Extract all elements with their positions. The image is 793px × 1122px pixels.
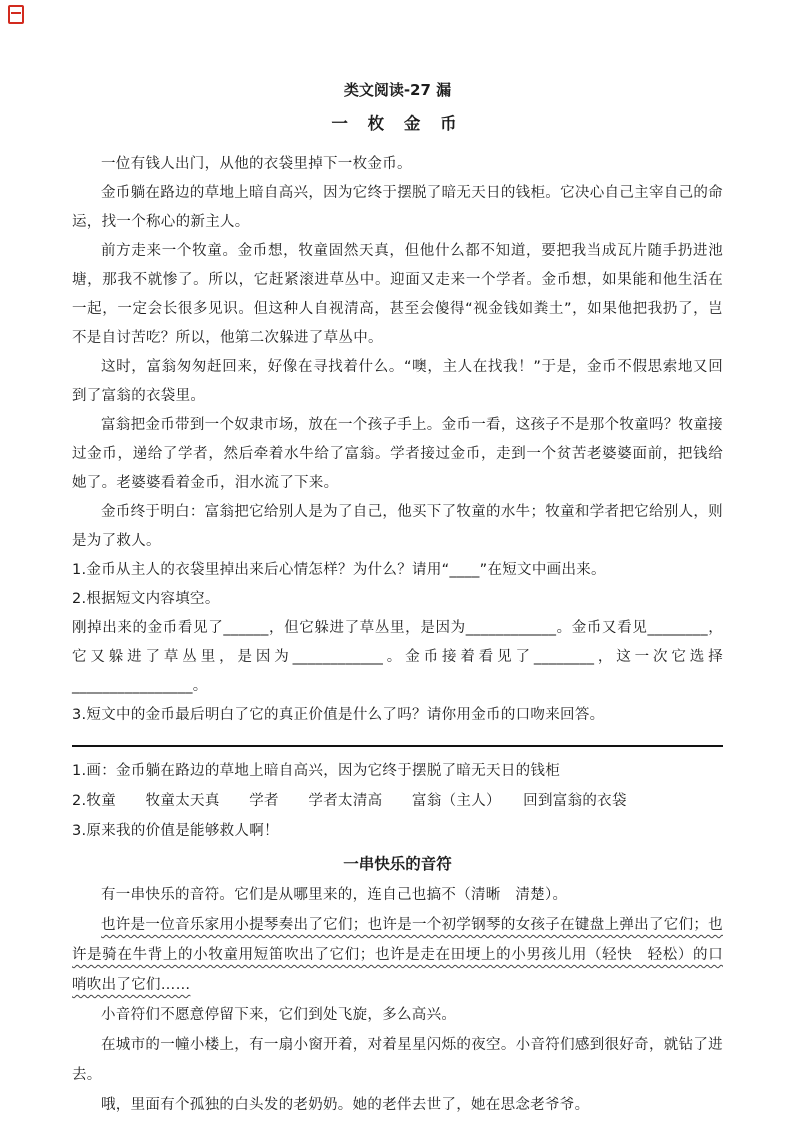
question-line: 刚掉出来的金币看见了______，但它躲进了草丛里，是因为____________。金币又看见________，它又躲进了草丛里，是因为____________。金币接着看见了________，这一次它选择________________。 — [72, 620, 723, 694]
passage2-body — [72, 1000, 723, 1120]
passage1-paragraph: 富翁把金币带到一个奴隶市场，放在一个孩子手上。金币一看，这孩子不是那个牧童吗？牧童接过金币，递给了学者，然后牵着水牛给了富翁。学者接过金币，走到一个贫苦老婆婆面前，把钱给她了。老婆婆看着金币，泪水流了下来。 — [72, 417, 723, 491]
passage1-paragraph: 一位有钱人出门，从他的衣袋里掉下一枚金币。 — [101, 156, 412, 172]
answer-line: 3.原来我的价值是能够救人啊！ — [72, 823, 279, 839]
passage1-title: 一 枚 金 币 — [331, 114, 464, 133]
passage1-paragraph: 金币终于明白：富翁把它给别人是为了自己，他买下了牧童的水牛；牧童和学者把它给别人，则是为了救人。 — [72, 504, 723, 549]
question-line: 1.金币从主人的衣袋里掉出来后心情怎样？为什么？请用“____”在短文中画出来。 — [72, 562, 606, 578]
answer-line: 2.牧童 牧童太天真 学者 学者太清高 富翁（主人） 回到富翁的衣袋 — [72, 793, 627, 809]
passage1-body — [72, 150, 723, 556]
question-line: 2.根据短文内容填空。 — [72, 591, 220, 607]
lesson-label: 类文阅读-27 漏 — [343, 81, 452, 99]
question-line: 3.短文中的金币最后明白了它的真正价值是什么了吗？请你用金币的口吻来回答。 — [72, 707, 605, 723]
answer-divider-line — [72, 745, 723, 747]
passage1-answers — [72, 756, 723, 846]
passage1-questions — [72, 556, 723, 730]
passage2-intro-paragraph: 有一串快乐的音符。它们是从哪里来的，连自己也搞不（清晰 清楚）。 — [101, 887, 568, 903]
answer-line: 1.画：金币躺在路边的草地上暗自高兴，因为它终于摆脱了暗无天日的钱柜 — [72, 763, 561, 779]
red-stamp-icon — [8, 5, 24, 24]
passage2-paragraph: 在城市的一幢小楼上，有一扇小窗开着，对着星星闪烁的夜空。小音符们感到很好奇，就钻了进去。 — [72, 1037, 723, 1083]
passage2-underlined-paragraph: 也许是一位音乐家用小提琴奏出了它们；也许是一个初学钢琴的女孩子在键盘上弹出了它们；也许是骑在牛背上的小牧童用短笛吹出了它们；也许是走在田埂上的小男孩儿用（轻快 轻松）的口哨吹出了它们…… — [72, 917, 723, 993]
passage2-paragraph: 哦，里面有个孤独的白头发的老奶奶。她的老伴去世了，她在思念老爷爷。 — [101, 1097, 590, 1113]
passage2-paragraph: 小音符们不愿意停留下来，它们到处飞旋，多么高兴。 — [101, 1007, 457, 1023]
passage2-title: 一串快乐的音符 — [343, 855, 452, 873]
passage1-paragraph: 前方走来一个牧童。金币想，牧童固然天真，但他什么都不知道，要把我当成瓦片随手扔进池塘，那我不就惨了。所以，它赶紧滚进草丛中。迎面又走来一个学者。金币想，如果能和他生活在一起，一定会长很多见识。但这种人自视清高，甚至会傻得“视金钱如粪土”，如果他把我扔了，岂不是自讨苦吃？所以，他第二次躲进了草丛中。 — [72, 243, 723, 346]
passage1-paragraph: 这时，富翁匆匆赶回来，好像在寻找着什么。“噢，主人在找我！”于是，金币不假思索地又回到了富翁的衣袋里。 — [72, 359, 723, 404]
passage1-paragraph: 金币躺在路边的草地上暗自高兴，因为它终于摆脱了暗无天日的钱柜。它决心自己主宰自己的命运，找一个称心的新主人。 — [72, 185, 723, 230]
